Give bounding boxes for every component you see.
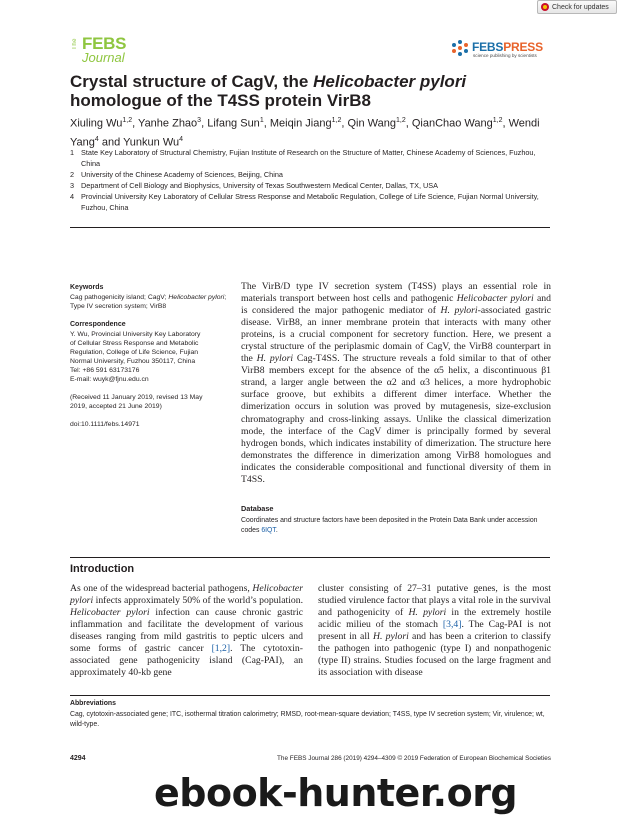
- affiliation-text: University of the Chinese Academy of Sciences, Beijing, China: [81, 170, 283, 179]
- affiliation-number: 3: [70, 181, 75, 190]
- check-for-updates-button[interactable]: [537, 0, 617, 14]
- affiliation-item: [70, 169, 550, 180]
- page-number: 4294: [70, 755, 86, 762]
- citation-link[interactable]: [1,2]: [211, 643, 231, 655]
- author-affiliation-mark: 1,2: [492, 117, 503, 124]
- affiliation-item: [70, 180, 550, 191]
- database-text: Coordinates and structure factors have been deposited in the Protein Data Bank under accession codes 6IQT.: [241, 517, 538, 534]
- abbreviations-heading: Abbreviations: [70, 700, 116, 707]
- doi-text: doi:10.1111/febs.14971: [70, 421, 140, 428]
- dates-block: [70, 393, 230, 411]
- affiliation-number: 1: [70, 148, 75, 157]
- affiliation-item: [70, 191, 550, 213]
- correspondence-line: E-mail: wuyk@fjnu.edu.cn: [70, 376, 149, 383]
- author-affiliation-mark: 3: [197, 117, 202, 124]
- dates-line: (Received 11 January 2019, revised 13 May: [70, 394, 203, 401]
- affiliation-number: 2: [70, 170, 75, 179]
- watermark: ebook-hunter.org: [154, 771, 518, 815]
- journal-footer: The FEBS Journal 286 (2019) 4294–4309 © 2019 Federation of European Biochemical Societies: [277, 755, 551, 762]
- author-affiliation-mark: 1: [259, 117, 264, 124]
- author-affiliation-mark: 1,2: [331, 117, 342, 124]
- author-name: QianChao Wang: [411, 117, 493, 130]
- dates-line: 2019, accepted 21 June 2019): [70, 403, 162, 410]
- pdb-code-link[interactable]: 6IQT: [261, 527, 276, 534]
- introduction-right-column: cluster consisting of 27–31 putative genes, is the most studied virulence factor that plays a vital role in the survival and pathogenicity of H. pylori in the extremely hostile acidic milieu of the stomach [3,4]. The Cag-PAI is not present in all H. pylori and has been a criterion to classify the pathogen into pathogenic (type I) and nonpathogenic (type II) strains. Studies focused on the large fragment and its association with disease: [318, 583, 552, 679]
- author-name: Qin Wang: [347, 117, 396, 130]
- journal-logo-name: FEBS: [82, 34, 127, 53]
- author-name: Yanhe Zhao: [138, 117, 198, 130]
- author-affiliation-mark: 4: [179, 135, 184, 143]
- journal-logo-the: The: [72, 38, 78, 50]
- article-title: Crystal structure of CagV, the Helicobacter pylori homologue of the T4SS protein VirB8: [70, 72, 467, 110]
- correspondence-block: Correspondence Y. Wu, Provincial University Key Laboratory of Cellular Stress Response and Metabolic Regulation, College of Life Science, Fujian Normal University, Fuzhou 350117, China Tel: +86 591 63173176 E-mail: wuyk@fjnu.edu.cn: [70, 320, 230, 384]
- journal-logo: [70, 36, 140, 66]
- affiliation-text: Provincial University Key Laboratory of Cellular Stress Response and Metabolic Regulation, College of Life Science, Fujian Normal University, Fuzhou, China: [81, 192, 539, 212]
- correspondence-line: Normal University, Fuzhou 350117, China: [70, 358, 196, 365]
- citation-link[interactable]: [3,4]: [442, 619, 462, 631]
- author-name: Yunkun Wu: [123, 136, 180, 149]
- footnote-divider: [70, 695, 550, 696]
- author-name: Meiqin Jiang: [269, 117, 332, 130]
- author-name: Wendi Yang: [70, 117, 540, 149]
- crossmark-icon: [541, 3, 549, 11]
- database-heading: Database: [241, 504, 274, 513]
- publisher-name: FEBSPRESS: [472, 40, 543, 54]
- affiliation-item: [70, 147, 550, 169]
- author-affiliation-mark: 1,2: [395, 117, 406, 124]
- correspondence-line: Y. Wu, Provincial University Key Laboratory: [70, 331, 201, 338]
- section-divider: [70, 557, 550, 558]
- publisher-dots-icon: [451, 40, 469, 58]
- introduction-heading: Introduction: [70, 563, 135, 575]
- affiliation-text: State Key Laboratory of Structural Chemistry, Fujian Institute of Research on the Structure of Matter, Chinese Academy of Sciences, Fuzhou, China: [81, 148, 536, 168]
- author-affiliation-mark: 1,2: [122, 117, 133, 124]
- abbreviations-text: Cag, cytotoxin-associated gene; ITC, isothermal titration calorimetry; RMSD, root-mean-square deviation; T4SS, type IV secretion system; Vir, virulence; wt, wild-type.: [70, 711, 545, 728]
- author-name: Lifang Sun: [207, 117, 260, 130]
- author-list: Xiuling Wu$^{1,2}$, Yanhe Zhao$^3$, Lifang Sun$^1$, Meiqin Jiang$^{1,2}$, Qin Wang$^{1,2}$, QianChao Wang$^{1,2}$, Wendi Yang$^4$ and Yunkun Wu$^4$: [70, 117, 540, 149]
- publisher-logo: [451, 39, 561, 63]
- author-name: Xiuling Wu: [70, 117, 123, 130]
- publisher-tagline: science publishing by scientists: [473, 53, 537, 58]
- affiliation-number: 4: [70, 192, 75, 201]
- correspondence-line: Regulation, College of Life Science, Fujian: [70, 349, 199, 356]
- affiliation-list: [70, 147, 550, 213]
- introduction-left-column: As one of the widespread bacterial pathogens, Helicobacter pylori infects approximately 50% of the world’s population. Helicobacter pylori infection can cause chronic gastric inflammation and facilitate the development of various diseases ranging from mild gastritis to peptic ulcers and some forms of gastric cancer [1,2]. The cytotoxin-associated gene pathogenicity island (Cag-PAI), an approximately 40-kb gene: [70, 583, 304, 679]
- check-for-updates-label: Check for updates: [552, 3, 609, 11]
- author-affiliation-mark: 4: [94, 135, 99, 143]
- keywords-block: Keywords Cag pathogenicity island; CagV; Helicobacter pylori; Type IV secretion system; VirB8: [70, 284, 227, 310]
- correspondence-line: Tel: +86 591 63173176: [70, 367, 140, 374]
- journal-logo-sub: Journal: [82, 50, 125, 65]
- article-metadata: [70, 283, 230, 438]
- abstract-text: The VirB/D type IV secretion system (T4SS) plays an essential role in materials transport between host cells and pathogenic Helicobacter pylori and is considered the major pathogenic mediator of H. pylori-associated gastric disease. VirB8, an inner membrane protein that interacts with many other proteins, is a crucial component for secretory function. Here, we present a crystal structure of the periplasmic domain of CagV, the VirB8 counterpart in the H. pylori Cag-T4SS. The structure reveals a fold similar to that of other VirB8 members except for the absence of the α5 helix, a discontinuous β1 strand, a larger angle between the α2 and α3 helices, a more hydrophobic surface groove, but exhibits a different dimer interface. Whether the dimerization occurs in solution was proved by mutagenesis, size-exclusion chromatography and cross-linking assays. Unlike the classical dimerization mode, the interface of the CagV dimer is principally formed by several hydrogen bonds, which indicates instability of dimerization. The structure here demonstrates the difference in dimerization among VirB8 homologues and indicates the considerable compositional and functional diversity of them in T4SS.: [241, 281, 552, 485]
- affiliation-text: Department of Cell Biology and Biophysics, University of Texas Southwestern Medical Center, Dallas, TX, USA: [81, 181, 439, 190]
- correspondence-line: of Cellular Stress Response and Metabolic: [70, 340, 199, 347]
- header-divider: [70, 227, 550, 228]
